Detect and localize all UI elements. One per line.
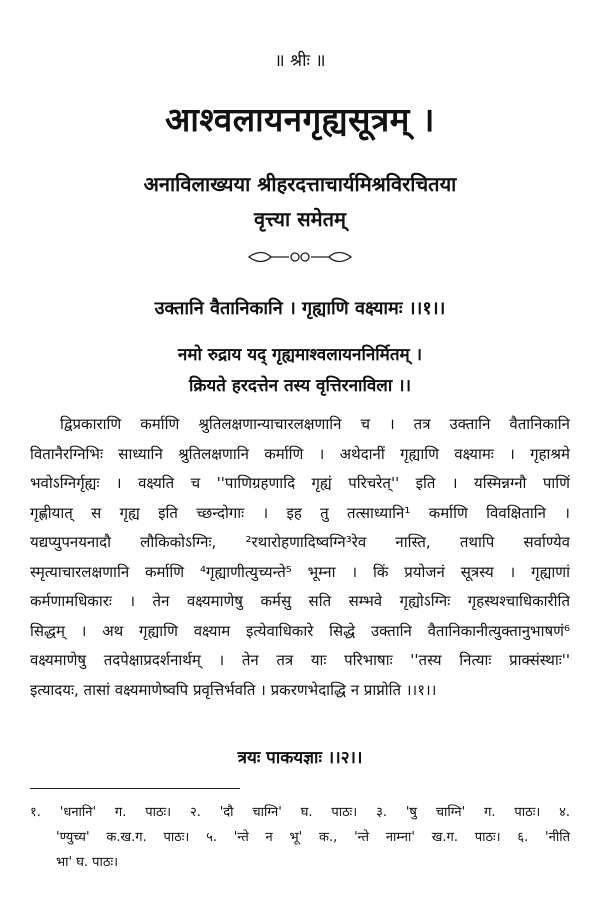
commentary-line: यद्यप्युपनयनादौ लौकिकोऽग्निः, ²रथारोहणादिष्वग्नि³रेव नास्ति, तथापि सर्वाण्येव bbox=[30, 533, 570, 551]
commentary-line: गृह्णीयात् स गृह्य इति च्छन्दोगाः । इह तु तत्साध्यानि¹ कर्माणि विवक्षितानि । bbox=[30, 503, 570, 522]
commentary-line: भवोऽग्निर्गृह्यः । वक्ष्यति च ''पाणिग्रहणादि गृह्यं परिचरेत्'' इति । यस्मिन्नग्नौ पाणिं bbox=[30, 474, 570, 492]
sutra-1: उक्तानि वैतानिकानि । गृह्याणि वक्ष्यामः ।।१।। bbox=[154, 298, 446, 319]
footnote-line: 'ण्युच्य' क.ख.ग. पाठः। ५. 'न्ते न भू' क., 'न्ते नाम्ना' ख.ग. पाठः। ६. 'नीति bbox=[56, 830, 570, 845]
commentary-line: वितानैरग्निभिः साध्यानि श्रुतिलक्षणानि कर्माणि । अथेदानीं गृह्याणि वक्ष्यामः । गृहाश्रमे bbox=[30, 444, 570, 463]
invocation-text: ॥ श्रीः ॥ bbox=[274, 51, 326, 71]
footnote-line: भा' घ. पाठः। bbox=[56, 855, 119, 870]
footnote-line: १. 'धनानि' ग. पाठः। २. 'दौ चाग्नि' घ. पाठः। ३. 'षु चाग्नि' ग. पाठः। ४. bbox=[30, 805, 570, 820]
commentary-paragraph bbox=[30, 410, 570, 705]
verse-line-2: क्रियते हरदत्तेन तस्य वृत्तिरनाविला ।। bbox=[188, 376, 412, 396]
footnotes bbox=[30, 800, 570, 875]
commentary-line: सिद्धम् । अथ गृह्याणि वक्ष्याम इत्येवाधिकारे सिद्धे उक्तानि वैतानिकानीत्युक्तानुभाषणं⁶ bbox=[30, 621, 570, 640]
subtitle-line-2: वृत्त्या समेतम् bbox=[254, 207, 346, 231]
subtitle-line-1: अनाविलाख्यया श्रीहरदत्ताचार्यमिश्रविरचितया bbox=[143, 172, 457, 196]
sutra-2: त्रयः पाकयज्ञाः ।।२।। bbox=[237, 748, 363, 768]
commentary-line: इत्यादयः, तासां वक्ष्यमाणेष्वपि प्रवृत्तिर्भवति । प्रकरणभेदाद्धि न प्राप्नोति ।।१।। bbox=[30, 680, 437, 699]
commentary-line: द्विप्रकाराणि कर्माणि श्रुतिलक्षणान्याचारलक्षणानि च । तत्र उक्तानि वैतानिकानि bbox=[60, 415, 570, 433]
commentary-line: स्मृत्याचारलक्षणानि कर्माणि ⁴गृह्याणीत्युच्यन्ते⁵ भूम्ना । किं प्रयोजनं सूत्रस्य । गृह्याणां bbox=[30, 562, 570, 581]
book-title: आश्वलायनगृह्यसूत्रम् । bbox=[165, 100, 435, 139]
ornament-divider bbox=[245, 247, 355, 267]
footnote-divider bbox=[30, 788, 240, 789]
commentary-line: कर्मणामधिकारः । तेन वक्ष्यमाणेषु कर्मसु सति सम्भवे गृह्योऽग्निः गृहस्थश्चाधिकारीति bbox=[30, 592, 570, 610]
verse-line-1: नमो रुद्राय यद् गृह्यमाश्वलायननिर्मितम् । bbox=[177, 345, 423, 365]
commentary-line: वक्ष्यमाणेषु तदपेक्षाप्रदर्शनार्थम् । तेन तत्र याः परिभाषाः ''तस्य नित्याः प्राक्संस्थाः'' bbox=[30, 651, 570, 669]
